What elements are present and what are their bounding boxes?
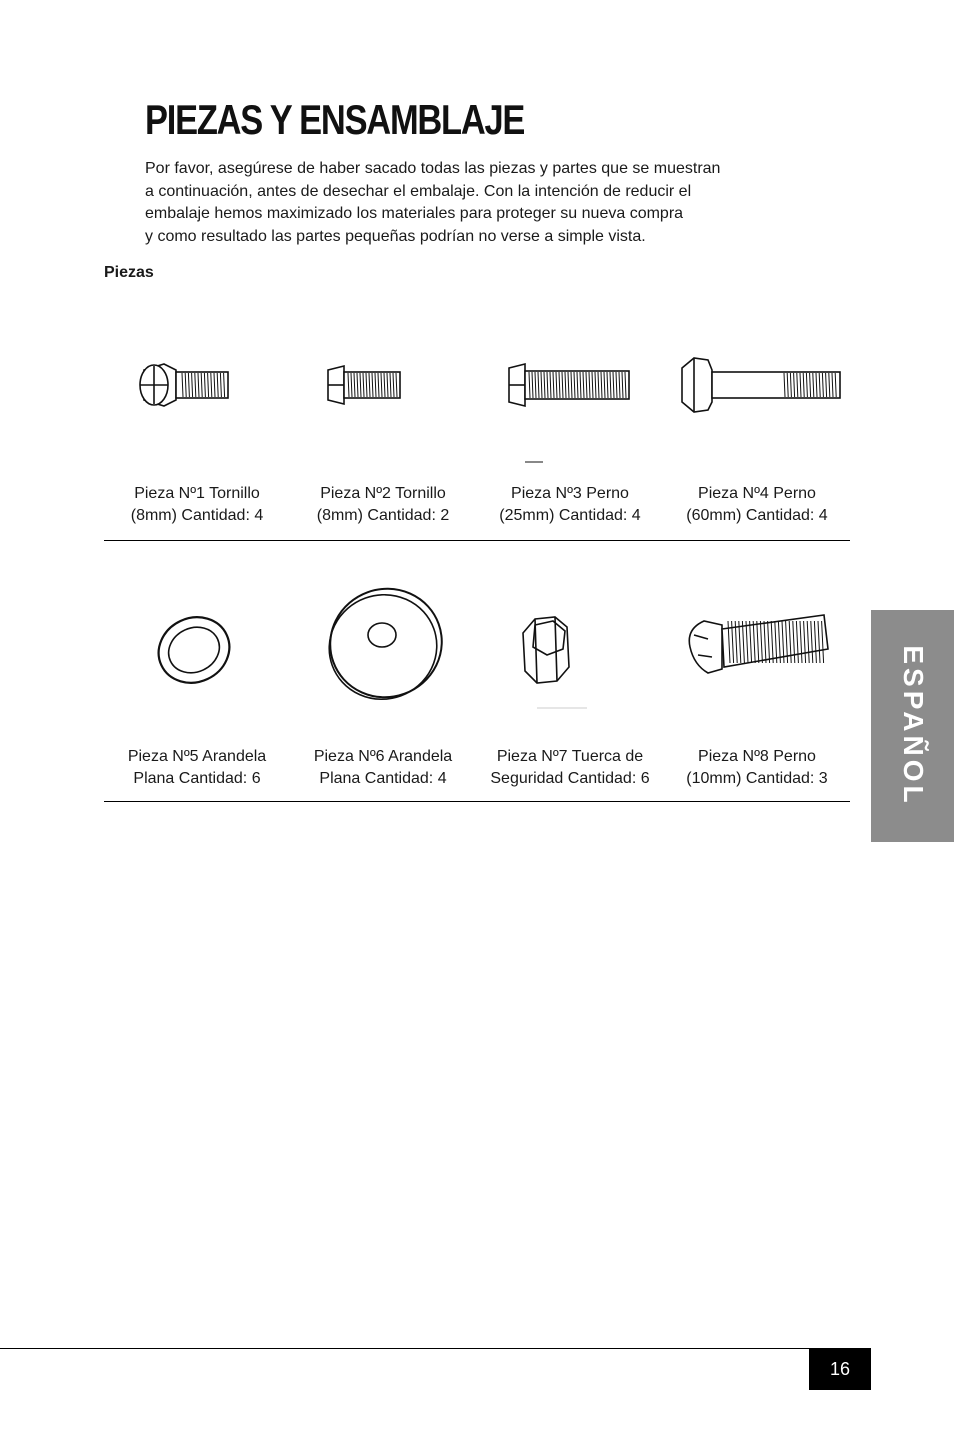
part-quantity: Plana Cantidad: 4 [319,770,447,787]
part-caption [664,746,850,790]
part-quantity: Seguridad Cantidad: 6 [490,770,650,787]
parts-row-1 [104,320,850,541]
section-label: Piezas [104,264,154,281]
part-name: Pieza Nº1 Tornillo [134,485,260,502]
part-item [290,575,476,801]
part-name: Pieza Nº4 Perno [698,485,816,502]
part-caption [477,483,663,527]
part-name: Pieza Nº2 Tornillo [320,485,446,502]
part-item [664,575,850,801]
footer-divider [0,1348,870,1349]
part-caption [477,746,663,790]
intro-line: a continuación, antes de desechar el embalaje. Con la intención de reducir el [145,182,692,200]
page-title: PIEZAS Y ENSAMBLAJE [145,96,525,143]
language-tab-label: ESPAÑOL [897,645,929,807]
part-item [290,320,476,540]
page-number: 16 [809,1348,871,1390]
part-caption [290,483,476,527]
intro-paragraph [145,158,785,248]
part-quantity: (10mm) Cantidad: 3 [686,770,828,787]
flat-washer-icon [290,585,476,715]
part-name: Pieza Nº6 Arandela [313,748,453,765]
intro-line: embalaje hemos maximizado los materiales para proteger su nueva compra [145,205,684,222]
part-quantity: (25mm) Cantidad: 4 [499,507,641,524]
hex-bolt-short-icon [104,340,290,440]
part-quantity: Plana Cantidad: 6 [133,770,261,787]
part-item [104,575,290,801]
part-item [477,575,663,801]
cap-nut-icon [477,585,663,715]
part-caption [290,746,476,790]
language-tab [871,610,954,842]
part-caption [104,746,290,790]
part-item [477,320,663,540]
washer-ring-icon [104,585,290,715]
part-name: Pieza Nº8 Perno [698,748,816,765]
part-quantity: (60mm) Cantidad: 4 [686,507,828,524]
round-head-bolt-icon [664,585,850,715]
part-name: Pieza Nº7 Tuerca de [496,748,644,765]
part-caption [664,483,850,527]
hex-bolt-shank-icon [664,340,850,440]
part-item [104,320,290,540]
part-quantity: (8mm) Cantidad: 2 [316,507,450,524]
parts-row-2 [104,575,850,802]
intro-line: Por favor, asegúrese de haber sacado todas las piezas y partes que se muestran [145,160,721,177]
intro-line: y como resultado las partes pequeñas podrían no verse a simple vista. [145,227,646,245]
part-quantity: (8mm) Cantidad: 4 [130,507,264,524]
part-caption [104,483,290,527]
part-item [664,320,850,540]
hex-bolt-icon [290,340,476,440]
part-name: Pieza Nº3 Perno [511,485,629,502]
part-name: Pieza Nº5 Arandela [127,748,267,765]
hex-bolt-long-icon [477,340,663,480]
